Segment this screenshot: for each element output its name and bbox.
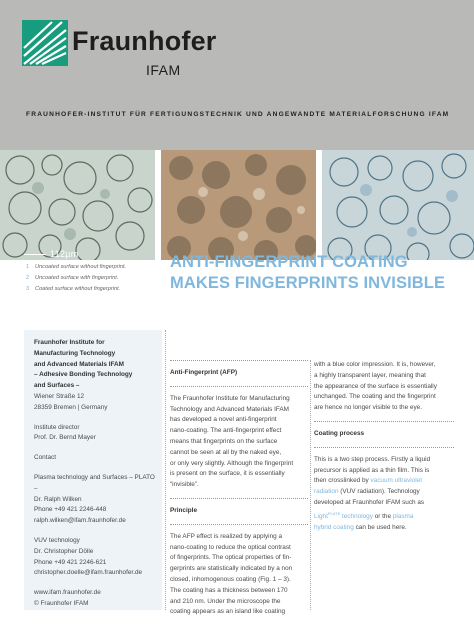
divider xyxy=(314,421,454,422)
scale-label: 112µm xyxy=(50,249,79,259)
microscope-images xyxy=(0,150,474,260)
divider xyxy=(170,498,308,499)
legend-item: 1 Uncoated surface without fingerprint. xyxy=(26,264,127,270)
paragraph-afp: The Fraunhofer Institute for Manufacturing Technology and Advanced Materials IFAM has developed a novel anti-fingerprint nano-coating. The anti-fingerprint effect means that fingerprints on the surface cannot be seen at all by the naked eye, or only very slightly. Although the fingerprint is present on the surface, it is essentially “invisible”. xyxy=(170,394,294,489)
divider xyxy=(170,524,308,525)
sidebar-content xyxy=(34,338,159,610)
micrograph-2 xyxy=(161,150,316,260)
document-title: ANTI-FINGERPRINT COATING MAKES FINGERPRINTS INVISIBLE xyxy=(170,253,446,292)
org-name: Fraunhofer Institute for Manufacturing Technology and Advanced Materials IFAM – Adhesive Bonding Technology and Surfaces – xyxy=(34,339,133,390)
legend-item: 2 Uncoated surface with fingerprint. xyxy=(26,275,119,281)
paragraph-continued: with a blue color impression. It is, however, a highly transparent layer, meaning that the appearance of the surface is essentially unchanged. The coating and the fingerprint are hence no longer visible to the eye. xyxy=(314,361,437,412)
scale-bar xyxy=(24,254,46,255)
paragraph-coating-process: This is a two step process. Firstly a liquid precursor is applied as a thin film. This is then crosslinked by vacuum ultraviolet radiation (VUV radiation). Technology developed at Fraunhofer IFAM such as Light$^{PLATE}$ technology or the plasma hybrid coating can be used here. xyxy=(314,455,431,531)
divider xyxy=(170,360,308,361)
heading-coating-process: Coating process xyxy=(314,429,365,437)
micrograph-1 xyxy=(0,150,155,260)
director-name: Prof. Dr. Bernd Mayer xyxy=(34,434,96,442)
contact-group-vuv: VUV technology Dr. Christopher Dölle Phone +49 421 2246-621 christopher.doelle@ifam.fraunhofer.de xyxy=(34,536,159,579)
heading-principle: Principle xyxy=(170,506,197,514)
contact-label: Contact xyxy=(34,454,57,462)
divider xyxy=(170,386,308,387)
director-label: Institute director xyxy=(34,423,80,431)
micrograph-3 xyxy=(322,150,474,260)
copyright: © Fraunhofer IFAM xyxy=(34,599,89,607)
website-link[interactable]: www.ifam.fraunhofer.de xyxy=(34,589,101,597)
figure-legend xyxy=(26,262,126,295)
contact-group-plato: Plasma technology and Surfaces – PLATO – Dr. Ralph Wilken Phone +49 421 2246-448 ralph.wilken@ifam.fraunhofer.de xyxy=(34,473,159,527)
text-column-1 xyxy=(170,360,308,618)
column-divider xyxy=(310,360,311,610)
legend-item: 3 Coated surface without fingerprint. xyxy=(26,286,121,292)
brand-name: Fraunhofer xyxy=(72,26,217,56)
email-link[interactable]: christopher.doelle@ifam.fraunhofer.de xyxy=(34,569,143,577)
heading-afp: Anti-Fingerprint (AFP) xyxy=(170,369,238,376)
text-column-2 xyxy=(314,360,454,533)
paragraph-principle: The AFP effect is realized by applying a nano-coating to reduce the optical contrast of fingerprints. The optical properties of fin- gerprints are statistically indicated by a non closed, inhomogenous coating (Fig. 1 – 3). The coating has a thickness between 170 and 210 nm. Under the microscope the coating appears as an island like coating xyxy=(170,532,293,616)
address: Wiener Straße 12 28359 Bremen | Germany xyxy=(34,392,108,411)
brand-sub: IFAM xyxy=(146,62,181,78)
institute-line: FRAUNHOFER-INSTITUT FÜR FERTIGUNGSTECHNIK UND ANGEWANDTE MATERIALFORSCHUNG IFAM xyxy=(26,111,450,118)
divider xyxy=(314,447,454,448)
column-divider xyxy=(165,330,166,610)
header-band xyxy=(0,0,474,150)
email-link[interactable]: ralph.wilken@ifam.fraunhofer.de xyxy=(34,517,126,525)
fraunhofer-logo-icon xyxy=(22,20,68,66)
